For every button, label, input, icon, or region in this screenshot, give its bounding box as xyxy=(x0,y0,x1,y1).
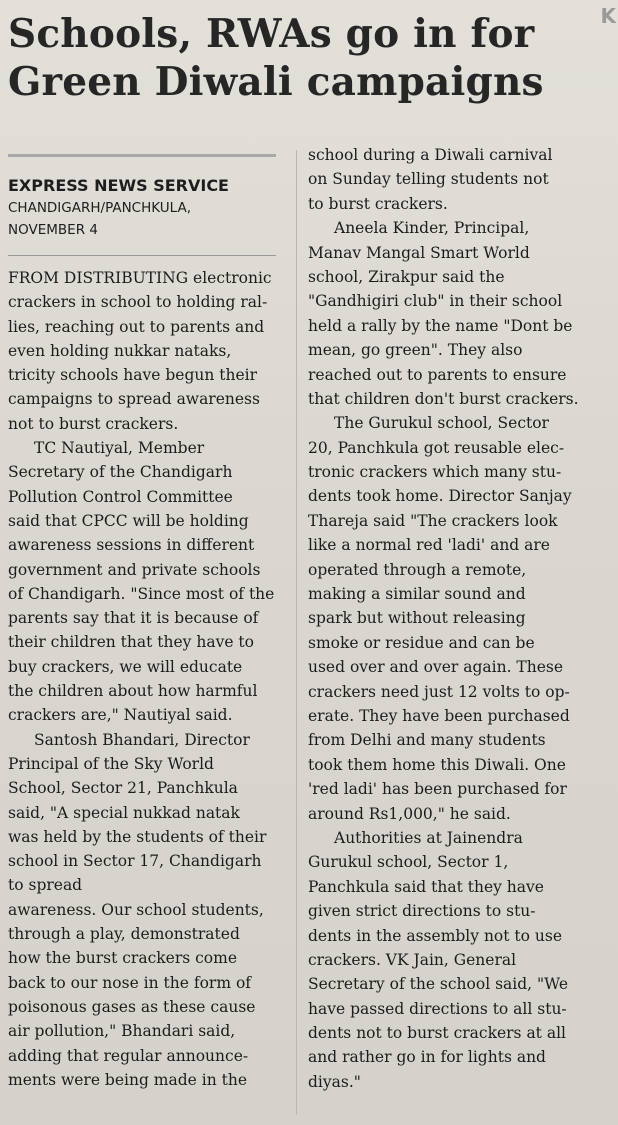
text-line: government and private schools xyxy=(8,560,261,579)
text-line: said, "A special nukkad natak xyxy=(8,803,240,822)
text-line: the children about how harmful xyxy=(8,682,258,701)
text-line: diyas." xyxy=(308,1072,361,1091)
text-line: Gurukul school, Sector 1, xyxy=(308,853,509,872)
text-line: Manav Mangal Smart World xyxy=(308,243,530,262)
text-line: crackers need just 12 volts to op- xyxy=(308,682,570,701)
text-line: awareness sessions in different xyxy=(8,536,255,555)
text-line: not to burst crackers. xyxy=(8,414,179,433)
text-line: school during a Diwali carnival xyxy=(308,146,553,164)
text-line: tricity schools have begun their xyxy=(8,366,258,385)
column-divider xyxy=(296,150,297,1115)
text-line: crackers are," Nautiyal said. xyxy=(8,706,233,725)
text-line: how the burst crackers come xyxy=(8,949,237,968)
text-line: dents in the assembly not to use xyxy=(308,926,563,945)
text-line: Santosh Bhandari, Director xyxy=(34,730,250,749)
text-line: poisonous gases as these cause xyxy=(8,997,256,1016)
text-line: air pollution," Bhandari said, xyxy=(8,1022,236,1041)
text-line: erate. They have been purchased xyxy=(308,706,570,725)
text-line: used over and over again. These xyxy=(308,658,564,677)
text-line: dents took home. Director Sanjay xyxy=(308,487,572,506)
headline-line-1: Schools, RWAs go in for xyxy=(8,11,535,57)
text-line: mean, go green". They also xyxy=(308,341,523,360)
text-line: crackers in school to holding ral- xyxy=(8,293,268,312)
text-line: ments were being made in the xyxy=(8,1070,248,1089)
text-line: that children don't burst crackers. xyxy=(308,389,579,408)
text-line: "Gandhigiri club" in their school xyxy=(308,292,563,311)
text-line: School, Sector 21, Panchkula xyxy=(8,779,238,798)
text-line: campaigns to spread awareness xyxy=(8,390,260,409)
text-line: Thareja said "The crackers look xyxy=(308,511,558,530)
text-line: The Gurukul school, Sector xyxy=(334,414,549,433)
adjacent-article-fragment: K xyxy=(600,4,616,28)
text-line: was held by the students of their xyxy=(8,827,267,846)
text-line: even holding nukkar nataks, xyxy=(8,341,232,360)
text-line: Aneela Kinder, Principal, xyxy=(334,219,530,238)
text-line: smoke or residue and can be xyxy=(308,633,535,652)
text-line: held a rally by the name "Dont be xyxy=(308,316,573,335)
text-line: to burst crackers. xyxy=(308,194,448,213)
text-line: back to our nose in the form of xyxy=(8,973,252,992)
byline-place: CHANDIGARH/PANCHKULA, xyxy=(8,200,191,216)
text-line: 'red ladi' has been purchased for xyxy=(308,780,567,799)
text-line: Secretary of the Chandigarh xyxy=(8,463,233,482)
text-line: Panchkula said that they have xyxy=(308,877,544,896)
headline xyxy=(8,10,568,106)
text-line: said that CPCC will be holding xyxy=(8,511,249,530)
text-line: around Rs1,000," he said. xyxy=(308,804,511,823)
text-line: TC Nautiyal, Member xyxy=(34,439,205,458)
text-line: parents say that it is because of xyxy=(8,609,259,628)
text-line: have passed directions to all stu- xyxy=(308,999,567,1018)
article-column-left xyxy=(8,266,290,1092)
headline-line-2: Green Diwali campaigns xyxy=(8,59,544,105)
text-line: tronic crackers which many stu- xyxy=(308,463,562,482)
text-line: lies, reaching out to parents and xyxy=(8,317,265,336)
text-line: spark but without releasing xyxy=(308,609,526,628)
text-line: Principal of the Sky World xyxy=(8,754,214,773)
text-line: Authorities at Jainendra xyxy=(334,828,523,847)
text-line: FROM DISTRIBUTING electronic xyxy=(8,269,272,287)
text-line: reached out to parents to ensure xyxy=(308,365,567,384)
text-line: Secretary of the school said, "We xyxy=(308,975,568,994)
text-line: operated through a remote, xyxy=(308,560,527,579)
text-line: through a play, demonstrated xyxy=(8,925,240,944)
byline-service: EXPRESS NEWS SERVICE xyxy=(8,176,229,195)
byline xyxy=(8,175,280,241)
text-line: dents not to burst crackers at all xyxy=(308,1024,566,1043)
text-line: of Chandigarh. "Since most of the xyxy=(8,584,275,603)
text-line: and rather go in for lights and xyxy=(308,1048,546,1067)
text-line: making a similar sound and xyxy=(308,585,526,604)
text-line: 20, Panchkula got reusable elec- xyxy=(308,438,565,457)
text-line: adding that regular announce- xyxy=(8,1046,249,1065)
article-column-right xyxy=(308,143,608,1094)
text-line: given strict directions to stu- xyxy=(308,902,536,921)
text-line: Pollution Control Committee xyxy=(8,487,233,506)
text-line: their children that they have to xyxy=(8,633,254,652)
text-line: from Delhi and many students xyxy=(308,731,546,750)
byline-rule-top xyxy=(8,154,276,157)
text-line: on Sunday telling students not xyxy=(308,170,549,189)
text-line: school in Sector 17, Chandigarh xyxy=(8,852,262,871)
text-line: awareness. Our school students, xyxy=(8,900,264,919)
text-line: like a normal red 'ladi' and are xyxy=(308,536,550,555)
byline-date: NOVEMBER 4 xyxy=(8,222,98,238)
text-line: took them home this Diwali. One xyxy=(308,755,566,774)
text-line: school, Zirakpur said the xyxy=(308,267,505,286)
text-line: crackers. VK Jain, General xyxy=(308,950,517,969)
text-line: to spread xyxy=(8,876,83,895)
text-line: buy crackers, we will educate xyxy=(8,657,243,676)
byline-rule-bottom xyxy=(8,255,276,256)
